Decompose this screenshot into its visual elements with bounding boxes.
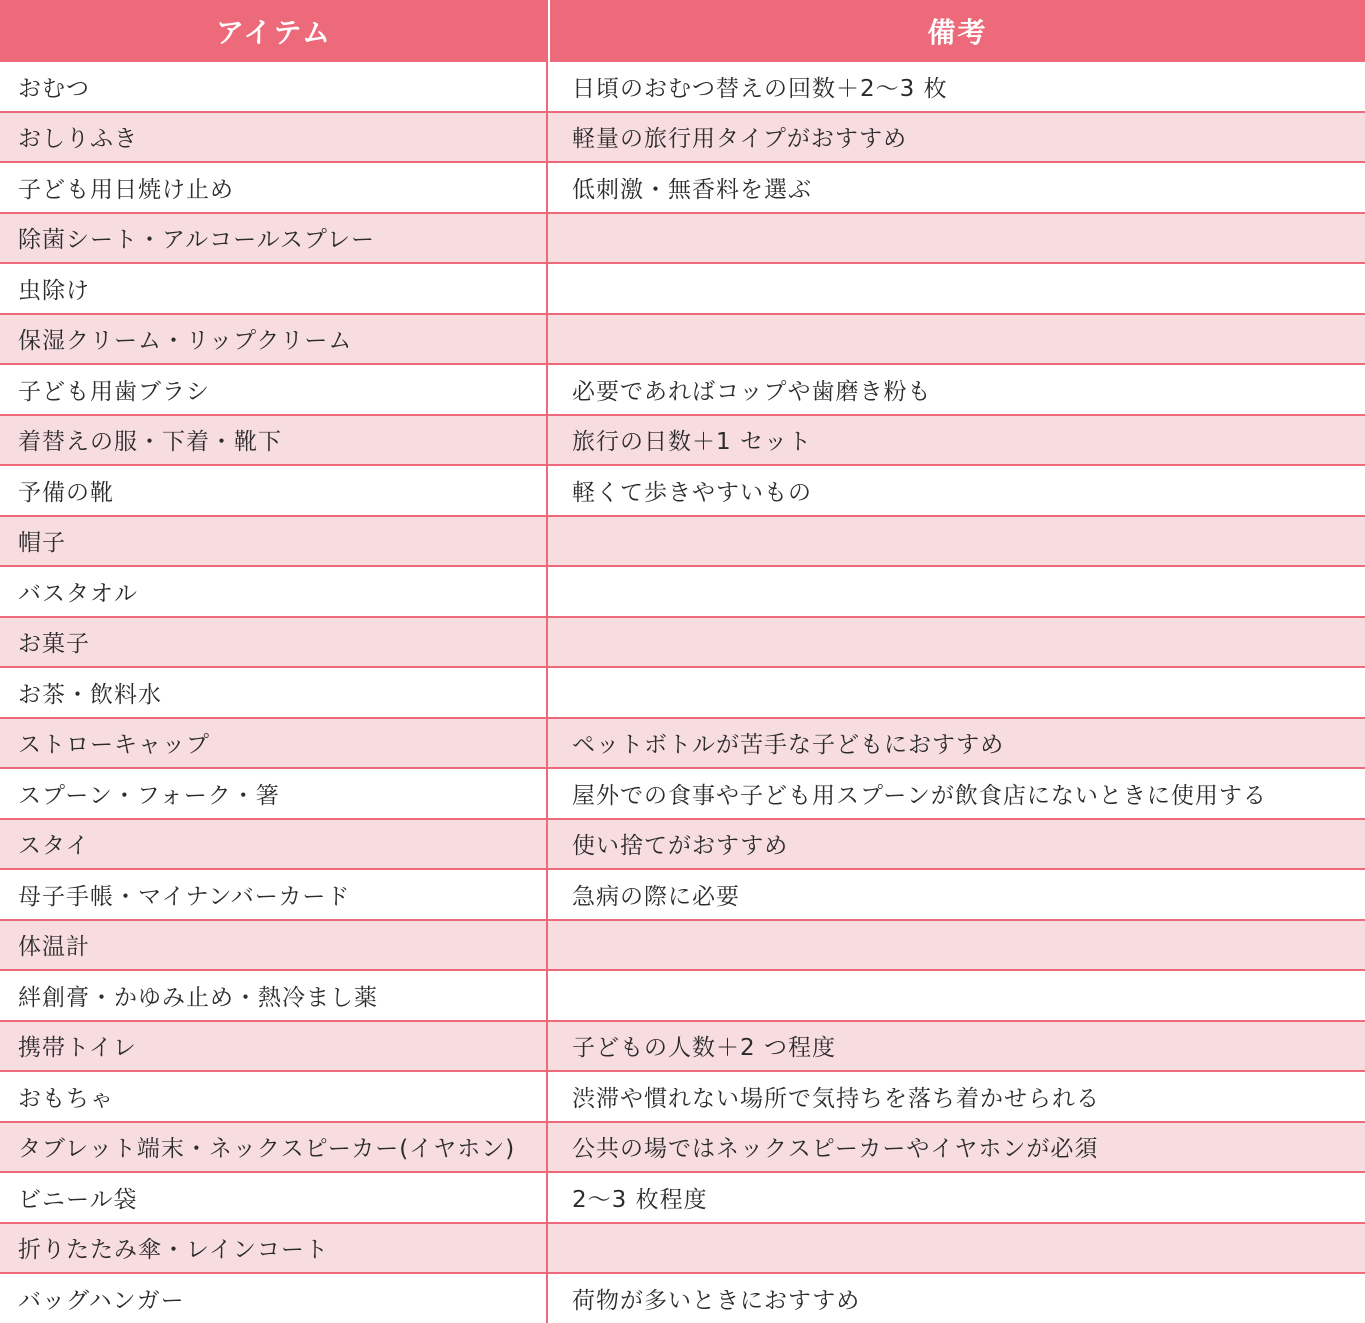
item-cell: 体温計 xyxy=(0,921,548,970)
table-row xyxy=(0,315,1365,366)
note-cell: 旅行の日数＋1 セット xyxy=(572,429,812,456)
note-cell: 2〜3 枚程度 xyxy=(572,1186,708,1213)
table-row xyxy=(0,719,1365,770)
table-row xyxy=(0,214,1365,265)
table-row xyxy=(0,113,1365,164)
note-cell xyxy=(548,264,1365,313)
note-cell xyxy=(548,214,1365,263)
table-row xyxy=(0,1274,1365,1323)
item-cell: バスタオル xyxy=(0,567,548,616)
item-cell: 子ども用日焼け止め xyxy=(0,163,548,212)
item-cell: お菓子 xyxy=(0,618,548,667)
note-cell: 急病の際に必要 xyxy=(572,883,740,910)
note-cell: 子どもの人数＋2 つ程度 xyxy=(572,1035,836,1062)
table-row xyxy=(0,365,1365,416)
table-header xyxy=(0,0,1365,62)
header-item: アイテム xyxy=(0,0,550,62)
table-row xyxy=(0,466,1365,517)
item-cell: おむつ xyxy=(0,62,548,111)
note-cell: 軽くて歩きやすいもの xyxy=(572,479,812,506)
item-cell: ビニール袋 xyxy=(0,1173,548,1222)
table-row xyxy=(0,820,1365,871)
item-cell: おしりふき xyxy=(0,113,548,162)
item-cell: 虫除け xyxy=(0,264,548,313)
note-cell: ペットボトルが苦手な子どもにおすすめ xyxy=(572,732,1005,759)
item-cell: 絆創膏・かゆみ止め・熱冷まし薬 xyxy=(0,971,548,1020)
item-cell: 子ども用歯ブラシ xyxy=(0,365,548,414)
note-cell: 日頃のおむつ替えの回数＋2〜3 枚 xyxy=(572,75,948,102)
item-cell: 帽子 xyxy=(0,517,548,566)
table-row xyxy=(0,1224,1365,1275)
table-row xyxy=(0,1022,1365,1073)
note-cell: 使い捨てがおすすめ xyxy=(572,833,789,860)
item-cell: スタイ xyxy=(0,820,548,869)
table-row xyxy=(0,62,1365,113)
table-row xyxy=(0,416,1365,467)
table-row xyxy=(0,1123,1365,1174)
note-cell: 渋滞や慣れない場所で気持ちを落ち着かせられる xyxy=(572,1085,1100,1112)
note-cell: 軽量の旅行用タイプがおすすめ xyxy=(572,126,908,153)
table-row xyxy=(0,264,1365,315)
table-row xyxy=(0,870,1365,921)
table-row xyxy=(0,668,1365,719)
note-cell xyxy=(548,315,1365,364)
item-cell: 保湿クリーム・リップクリーム xyxy=(0,315,548,364)
table-row xyxy=(0,769,1365,820)
note-cell xyxy=(548,1224,1365,1273)
table-row xyxy=(0,618,1365,669)
header-note: 備考 xyxy=(927,16,988,49)
table-body xyxy=(0,62,1365,1323)
table-row xyxy=(0,567,1365,618)
table-row xyxy=(0,971,1365,1022)
item-cell: バッグハンガー xyxy=(0,1274,548,1323)
note-cell: 低刺激・無香料を選ぶ xyxy=(572,176,812,203)
table-row xyxy=(0,921,1365,972)
note-cell xyxy=(548,567,1365,616)
table-row xyxy=(0,1173,1365,1224)
note-cell: 必要であればコップや歯磨き粉も xyxy=(572,378,932,405)
note-cell xyxy=(548,971,1365,1020)
note-cell xyxy=(548,517,1365,566)
table-row xyxy=(0,1072,1365,1123)
item-cell: 着替えの服・下着・靴下 xyxy=(0,416,548,465)
note-cell: 公共の場ではネックスピーカーやイヤホンが必須 xyxy=(572,1136,1099,1163)
note-cell xyxy=(548,618,1365,667)
table-row xyxy=(0,163,1365,214)
note-cell: 荷物が多いときにおすすめ xyxy=(572,1287,861,1314)
note-cell xyxy=(548,668,1365,717)
note-cell xyxy=(548,921,1365,970)
table-row xyxy=(0,517,1365,568)
item-cell: タブレット端末・ネックスピーカー(イヤホン) xyxy=(0,1123,548,1172)
item-cell: ストローキャップ xyxy=(0,719,548,768)
item-cell: 折りたたみ傘・レインコート xyxy=(0,1224,548,1273)
item-cell: おもちゃ xyxy=(0,1072,548,1121)
item-cell: 母子手帳・マイナンバーカード xyxy=(0,870,548,919)
item-cell: お茶・飲料水 xyxy=(0,668,548,717)
item-cell: 除菌シート・アルコールスプレー xyxy=(0,214,548,263)
item-cell: 予備の靴 xyxy=(0,466,548,515)
note-cell: 屋外での食事や子ども用スプーンが飲食店にないときに使用する xyxy=(572,782,1267,809)
item-cell: スプーン・フォーク・箸 xyxy=(0,769,548,818)
item-cell: 携帯トイレ xyxy=(0,1022,548,1071)
